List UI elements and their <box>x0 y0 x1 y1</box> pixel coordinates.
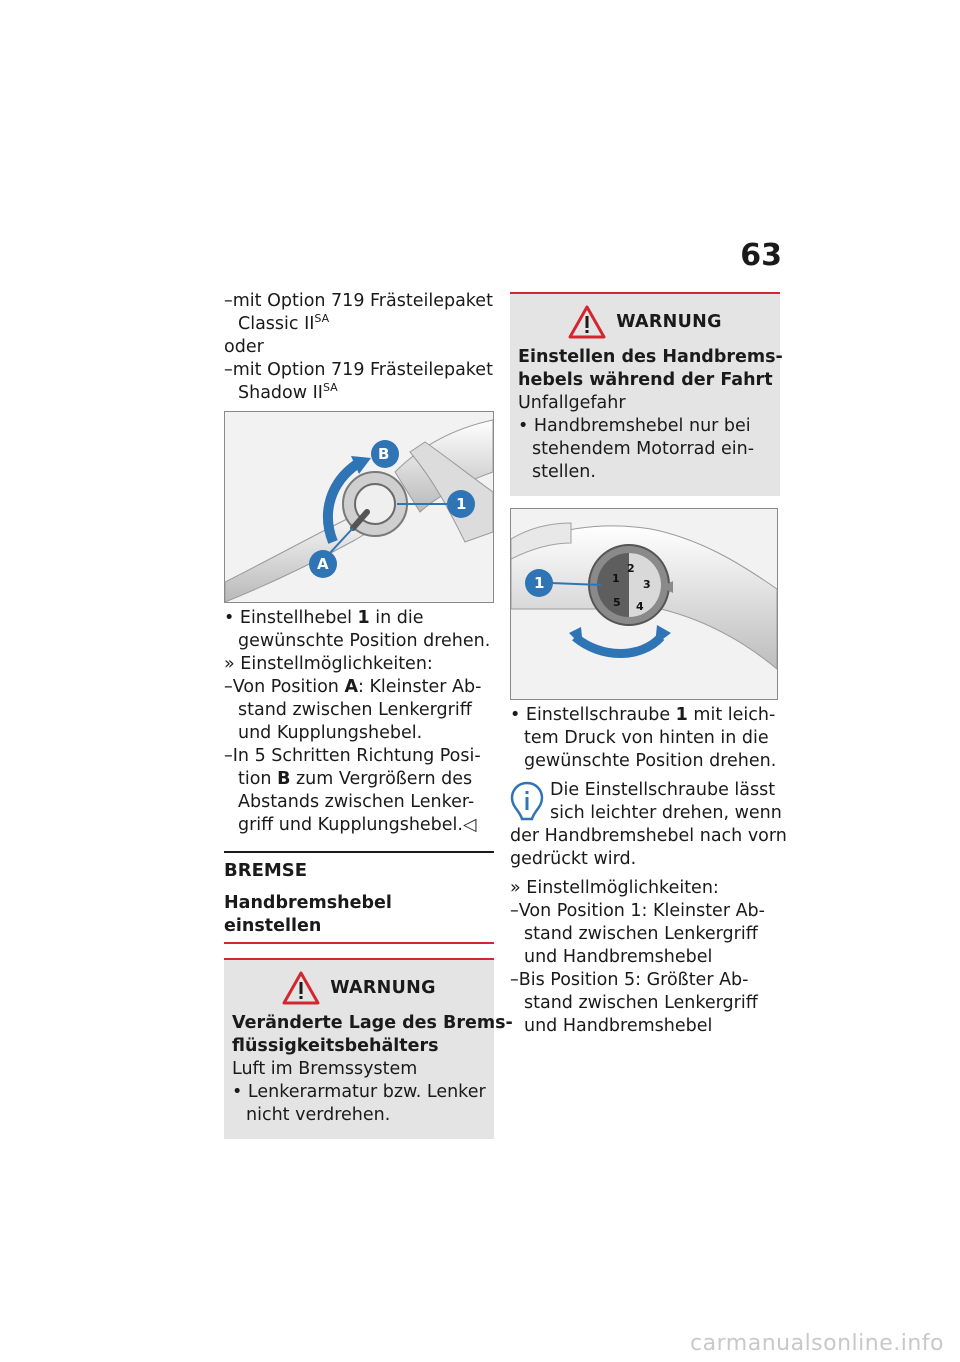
dial-number: 5 <box>613 596 621 609</box>
intro-list <box>224 290 494 405</box>
section-bremse <box>224 851 494 944</box>
option-item-cont: und Kupplungshebel. <box>238 723 423 743</box>
option-item-cont: stand zwischen Lenkergriff <box>238 700 472 720</box>
dial-number: 3 <box>643 578 651 591</box>
warning-title: WARNUNG <box>616 311 722 332</box>
figure-label-a: A <box>317 555 329 573</box>
dial-number: 4 <box>636 600 644 613</box>
option-item-cont: griff und Kupplungshebel.◁ <box>238 815 477 835</box>
warning-triangle-icon <box>282 971 320 1005</box>
intro-or: oder <box>224 337 264 357</box>
left-steps <box>224 607 494 837</box>
warning-box-riding <box>510 292 783 496</box>
warning-heading-cont: flüssigkeitsbehälters <box>232 1036 439 1056</box>
note-text-cont: der Handbremshebel nach vorn <box>510 826 787 846</box>
warning-action-cont: stehendem Motorrad ein- <box>532 439 755 459</box>
warning-title: WARNUNG <box>330 977 436 998</box>
option-item-cont: stand zwischen Lenkergriff <box>524 924 758 944</box>
warning-heading-cont: hebels während der Fahrt <box>518 370 773 390</box>
warning-box-reservoir <box>224 958 513 1139</box>
dial-number: 2 <box>627 562 635 575</box>
note-text-cont: gedrückt wird. <box>510 849 637 869</box>
section-title: BREMSE <box>224 860 308 881</box>
step-bullet-cont: gewünschte Position drehen. <box>524 751 777 771</box>
subsection-title: Handbremshebel einstellen <box>224 892 494 944</box>
option-item-cont: Abstands zwischen Lenker- <box>238 792 475 812</box>
option-item-cont: tion B zum Vergrößern des <box>238 769 473 789</box>
intro-item-cont: Shadow $II^{SA}$ <box>238 381 338 403</box>
dial-number: 1 <box>612 572 620 585</box>
option-item: –Bis Position 5: Größter Ab- <box>510 970 749 990</box>
option-item-cont: und Handbremshebel <box>524 947 713 967</box>
end-mark: ◁ <box>462 815 477 835</box>
right-column <box>510 292 787 1038</box>
clutch-lever-figure <box>224 411 494 603</box>
warning-action: • Handbremshebel nur bei <box>518 416 751 436</box>
note-text: Die Einstellschraube lässt <box>550 780 776 800</box>
warning-heading: Einstellen des Handbrems- <box>518 347 783 367</box>
step-bullet: • Einstellhebel 1 in die <box>224 608 424 628</box>
brake-lever-figure <box>510 508 778 700</box>
step-result: » Einstellmöglichkeiten: <box>510 878 719 898</box>
option-item: –Von Position 1: Kleinster Ab- <box>510 901 765 921</box>
warning-header <box>518 304 772 340</box>
step-bullet: • Einstellschraube 1 mit leich- <box>510 705 776 725</box>
note-text-cont: sich leichter drehen, wenn <box>550 803 782 823</box>
option-item: –In 5 Schritten Richtung Posi- <box>224 746 481 766</box>
info-note <box>510 779 787 871</box>
figure-label-b: B <box>378 445 390 463</box>
warning-hazard: Luft im Bremssystem <box>232 1059 418 1079</box>
figure-label-1: 1 <box>456 495 467 513</box>
warning-heading: Veränderte Lage des Brems- <box>232 1013 513 1033</box>
warning-header <box>232 970 486 1006</box>
info-icon <box>510 781 544 821</box>
option-item-cont: stand zwischen Lenkergriff <box>524 993 758 1013</box>
warning-triangle-icon <box>568 305 606 339</box>
warning-action-cont: stellen. <box>532 462 596 482</box>
intro-item: –mit Option 719 Frästeilepaket <box>224 291 493 311</box>
option-item: –Von Position A: Kleinster Ab- <box>224 677 482 697</box>
intro-item: –mit Option 719 Frästeilepaket <box>224 360 493 380</box>
right-steps <box>510 704 787 1038</box>
warning-hazard: Unfallgefahr <box>518 393 626 413</box>
watermark-footer: carmanualsonline.info <box>690 1331 944 1356</box>
page-number: 63 <box>740 238 782 273</box>
step-result: » Einstellmöglichkeiten: <box>224 654 433 674</box>
figure-label-1: 1 <box>534 574 545 592</box>
option-item-cont: und Handbremshebel <box>524 1016 713 1036</box>
warning-action-cont: nicht verdrehen. <box>246 1105 391 1125</box>
warning-action: • Lenkerarmatur bzw. Lenker <box>232 1082 486 1102</box>
step-bullet-cont: tem Druck von hinten in die <box>524 728 769 748</box>
step-bullet-cont: gewünschte Position drehen. <box>238 631 491 651</box>
left-column <box>224 290 513 1139</box>
intro-item-cont: Classic $II^{SA}$ <box>238 312 330 334</box>
